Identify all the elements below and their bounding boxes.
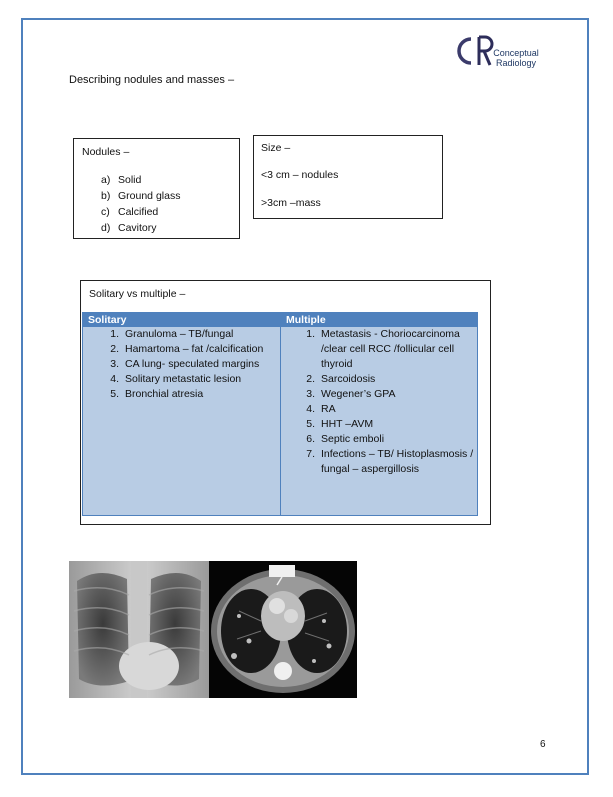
logo-text [488, 48, 544, 68]
list-letter: a) [101, 174, 111, 186]
logo-line-2: Radiology [495, 58, 537, 68]
list-text: Cavitory [118, 222, 157, 234]
solitary-multiple-table [82, 312, 478, 516]
list-item [83, 372, 280, 387]
list-text: Ground glass [118, 190, 181, 202]
list-item [101, 220, 180, 236]
list-number: 2. [110, 343, 119, 355]
solitary-list [83, 327, 280, 402]
size-box [253, 135, 443, 219]
list-item [83, 357, 280, 372]
list-text: Hamartoma – fat /calcification [125, 343, 264, 355]
list-text: Septic emboli [321, 433, 385, 445]
list-text: HHT –AVM [321, 418, 374, 430]
size-line-nodules: <3 cm – nodules [261, 169, 339, 181]
list-number: 1. [306, 328, 315, 340]
list-item [281, 447, 477, 477]
multiple-header: Multiple [281, 313, 477, 327]
nodules-list [101, 172, 180, 236]
list-text: CA lung- speculated margins [125, 358, 260, 370]
list-text: Solitary metastatic lesion [125, 373, 242, 385]
list-text: Sarcoidosis [321, 373, 376, 385]
list-number: 5. [110, 388, 119, 400]
list-number: 3. [306, 388, 315, 400]
list-number: 4. [110, 373, 119, 385]
list-letter: d) [101, 222, 111, 234]
list-text: Granuloma – TB/fungal [125, 328, 234, 340]
list-text: Bronchial atresia [125, 388, 204, 400]
list-item [281, 402, 477, 417]
logo-line-1: Conceptual [493, 48, 539, 58]
list-number: 2. [306, 373, 315, 385]
list-item [281, 387, 477, 402]
list-text: RA [321, 403, 336, 415]
list-item [83, 387, 280, 402]
list-item [101, 172, 180, 188]
list-item [281, 372, 477, 387]
list-letter: c) [101, 206, 110, 218]
list-text: Infections – TB/ Histoplasmosis / fungal – aspergillosis [321, 448, 474, 475]
list-item [281, 417, 477, 432]
list-item [83, 342, 280, 357]
solitary-header: Solitary [83, 313, 280, 327]
page-title: Describing nodules and masses – [69, 74, 235, 86]
list-text: Calcified [118, 206, 159, 218]
page-number: 6 [540, 739, 546, 750]
multiple-column [281, 313, 477, 515]
list-number: 1. [110, 328, 119, 340]
list-item [281, 327, 477, 372]
list-item [281, 432, 477, 447]
multiple-list [281, 327, 477, 477]
solitary-column [83, 313, 281, 515]
list-number: 4. [306, 403, 315, 415]
nodules-box [73, 138, 240, 239]
chest-ct-image [209, 561, 357, 698]
list-text: Metastasis - Choriocarcinoma /clear cell RCC /follicular cell thyroid [321, 328, 460, 370]
size-line-mass: >3cm –mass [261, 197, 321, 209]
list-text: Wegener’s GPA [321, 388, 396, 400]
list-number: 3. [110, 358, 119, 370]
size-heading: Size – [261, 142, 291, 154]
list-item [83, 327, 280, 342]
list-number: 5. [306, 418, 315, 430]
list-letter: b) [101, 190, 111, 202]
solitary-vs-multiple-heading: Solitary vs multiple – [89, 288, 186, 300]
list-number: 6. [306, 433, 315, 445]
nodules-heading: Nodules – [82, 146, 130, 158]
list-number: 7. [306, 448, 315, 460]
list-item [101, 188, 180, 204]
list-item [101, 204, 180, 220]
list-text: Solid [118, 174, 142, 186]
chest-xray-image [69, 561, 209, 698]
